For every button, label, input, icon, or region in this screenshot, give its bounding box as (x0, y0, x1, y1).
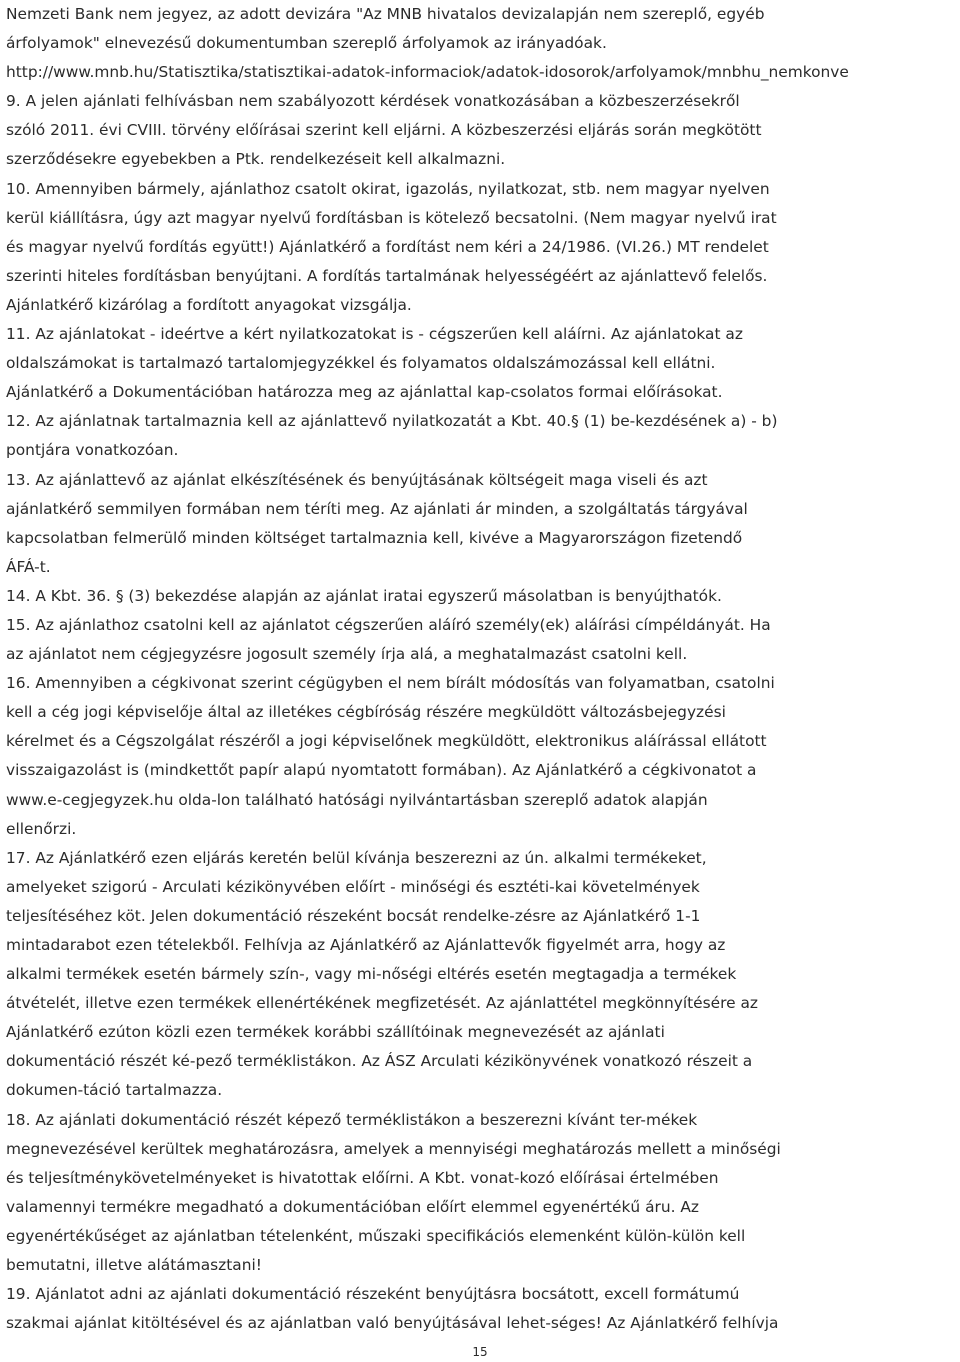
text-line: az ajánlatot nem cégjegyzésre jogosult személy írja alá, a meghatalmazást csatolni kell. (6, 645, 688, 664)
text-line: egyenértékűséget az ajánlatban tételenként, műszaki specifikációs elemenként külön-külön kell (6, 1226, 746, 1245)
text-line: 12. Az ajánlatnak tartalmaznia kell az ajánlattevő nyilatkozatát a Kbt. 40.§ (1) be-kezdésének a) - b) (6, 412, 778, 431)
text-line: teljesítéséhez köt. Jelen dokumentáció részeként bocsát rendelke-zésre az Ajánlatkérő 1-1 (6, 906, 701, 925)
text-line: kerül kiállításra, úgy azt magyar nyelvű fordításban is kötelező becsatolni. (Nem magyar nyelvű irat (6, 208, 777, 227)
text-line: Ajánlatkérő kizárólag a fordított anyagokat vizsgálja. (6, 295, 412, 314)
text-line: 16. Amennyiben a cégkivonat szerint cégügyben el nem bírált módosítás van folyamatban, csatolni (6, 674, 775, 693)
text-line: www.e-cegjegyzek.hu olda-lon található hatósági nyilvántartásban szereplő adatok alapján (6, 790, 708, 809)
text-line: megnevezésével kerültek meghatározásra, amelyek a mennyiségi meghatározás mellett a minőségi (6, 1139, 781, 1158)
text-line: 9. A jelen ajánlati felhívásban nem szabályozott kérdések vonatkozásában a közbeszerzésekről (6, 92, 740, 111)
text-line: szerinti hiteles fordításban benyújtani. A fordítás tartalmának helyességéért az ajánlattevő felelős. (6, 266, 768, 285)
text-line: 17. Az Ajánlatkérő ezen eljárás keretén belül kívánja beszerezni az ún. alkalmi termékeket, (6, 848, 707, 867)
page-number: 15 (472, 1345, 488, 1359)
text-line: 15. Az ajánlathoz csatolni kell az ajánlatot cégszerűen aláíró személy(ek) aláírási címpéldányát. Ha (6, 615, 771, 634)
text-line: 18. Az ajánlati dokumentáció részét képező terméklistákon a beszerezni kívánt ter-mékek (6, 1110, 698, 1129)
text-line: bemutatni, illetve alátámasztani! (6, 1256, 262, 1275)
text-line: alkalmi termékek esetén bármely szín-, vagy mi-nőségi eltérés esetén megtagadja a termékek (6, 965, 737, 984)
text-line: kell a cég jogi képviselője által az illetékes cégbíróság részére megküldött változásbejegyzési (6, 703, 726, 722)
text-line: szakmai ajánlat kitöltésével és az ajánlatban való benyújtásával lehet-séges! Az Ajánlatkérő felhívja (6, 1314, 779, 1333)
text-line: ÁFÁ-t. (6, 557, 51, 576)
text-line: 10. Amennyiben bármely, ajánlathoz csatolt okirat, igazolás, nyilatkozat, stb. nem magyar nyelven (6, 179, 770, 198)
text-line: átvételét, illetve ezen termékek ellenértékének megfizetését. Az ajánlattétel megkönnyítésére az (6, 994, 758, 1013)
text-line: mintadarabot ezen tételekből. Felhívja az Ajánlatkérő az Ajánlattevők figyelmét arra, hogy az (6, 936, 726, 954)
text-line: 13. Az ajánlattevő az ajánlat elkészítésének és benyújtásának költségeit maga viseli és azt (6, 470, 708, 489)
document-body (6, 0, 960, 1338)
text-line: amelyeket szigorú - Arculati kézikönyvében előírt - minőségi és esztéti-kai követelmények (6, 877, 700, 896)
text-line: valamennyi termékre megadható a dokumentációban előírt elemmel egyenértékű áru. Az (6, 1197, 699, 1216)
text-line: Nemzeti Bank nem jegyez, az adott devizára "Az MNB hivatalos devizalapján nem szereplő, egyéb (6, 5, 765, 23)
text-line: kérelmet és a Cégszolgálat részéről a jogi képviselőnek megküldött, elektronikus aláírással ellátott (6, 732, 767, 751)
text-line: szerződésekre egyebekben a Ptk. rendelkezéseit kell alkalmazni. (6, 150, 506, 169)
text-line: http://www.mnb.hu/Statisztika/statisztikai-adatok-informaciok/adatok-idosorok/arfolyamok/mnbhu_nemkonve (6, 63, 849, 82)
text-line: dokumen-táció tartalmazza. (6, 1081, 223, 1100)
text-line: kapcsolatban felmerülő minden költséget tartalmaznia kell, kivéve a Magyarországon fizetendő (6, 528, 743, 547)
text-line: Ajánlatkérő ezúton közli ezen termékek korábbi szállítóinak megnevezését az ajánlati (6, 1023, 665, 1042)
text-line: 14. A Kbt. 36. § (3) bekezdése alapján az ajánlat iratai egyszerű másolatban is benyújthatók. (6, 586, 722, 605)
text-line: és magyar nyelvű fordítás együtt!) Ajánlatkérő a fordítást nem kéri a 24/1986. (VI.26.) MT rendelet (6, 237, 769, 256)
text-line: oldalszámokat is tartalmazó tartalomjegyzékkel és folyamatos oldalszámozással kell ellátni. (6, 354, 716, 373)
text-line: és teljesítménykövetelményeket is hivatottak előírni. A Kbt. vonat-kozó előírásai értelmében (6, 1168, 719, 1187)
text-line: Ajánlatkérő a Dokumentációban határozza meg az ajánlattal kap-csolatos formai előírásokat. (6, 383, 723, 402)
text-line: 19. Ajánlatot adni az ajánlati dokumentáció részeként benyújtásra bocsátott, excell formátumú (6, 1285, 740, 1304)
text-line: árfolyamok" elnevezésű dokumentumban szereplő árfolyamok az irányadóak. (6, 34, 607, 53)
text-line: ajánlatkérő semmilyen formában nem téríti meg. Az ajánlati ár minden, a szolgáltatás tárgyával (6, 499, 748, 518)
text-line: dokumentáció részét ké-pező terméklistákon. Az ÁSZ Arculati kézikönyvének vonatkozó részeit a (6, 1052, 753, 1071)
text-line: ellenőrzi. (6, 819, 77, 838)
text-line: szóló 2011. évi CVIII. törvény előírásai szerint kell eljárni. A közbeszerzési eljárás során megkötött (6, 121, 762, 140)
text-line: visszaigazolást is (mindkettőt papír alapú nyomtatott formában). Az Ajánlatkérő a cégkivonatot a (6, 761, 757, 780)
text-line: 11. Az ajánlatokat - ideértve a kért nyilatkozatokat is - cégszerűen kell aláírni. Az ajánlatokat az (6, 325, 743, 344)
text-line: pontjára vonatkozóan. (6, 441, 179, 460)
